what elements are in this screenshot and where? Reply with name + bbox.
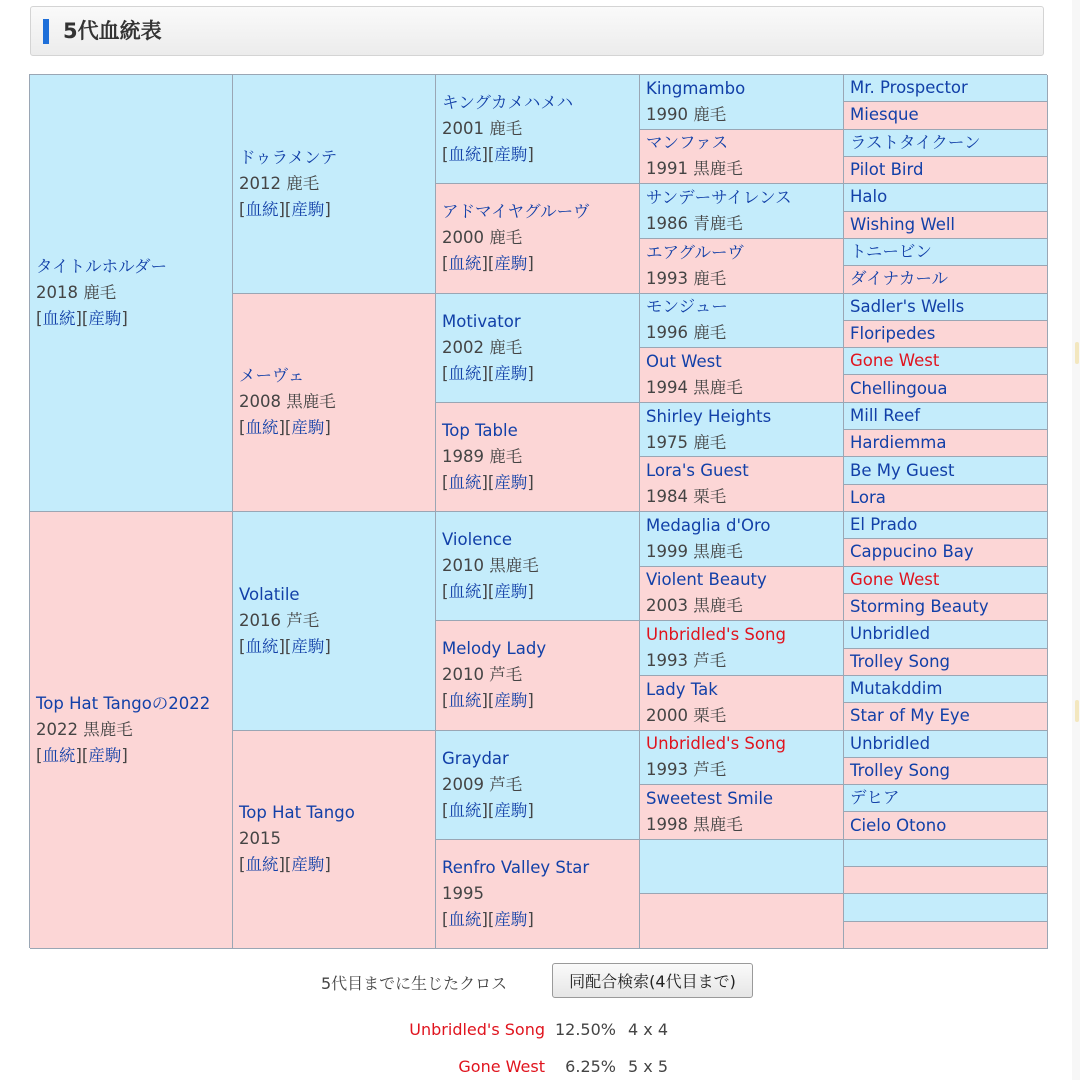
pedigree-cell-gen5	[844, 512, 1048, 539]
pedigree-link[interactable]: 血統	[448, 363, 482, 383]
horse-name-link[interactable]: ラストタイクーン	[850, 132, 981, 152]
pedigree-cell-gen1	[30, 75, 233, 512]
scrollbar-track[interactable]	[1072, 0, 1080, 1080]
pedigree-cell-gen3	[436, 184, 640, 293]
horse-links: [血統][産駒]	[442, 145, 534, 165]
pedigree-cell-gen4	[640, 348, 844, 403]
scrollbar-marker[interactable]	[1075, 700, 1079, 722]
horse-info: 1993 鹿毛	[646, 268, 727, 288]
pedigree-link[interactable]: 血統	[42, 309, 76, 328]
same-breeding-search-button[interactable]: 同配合検索(4代目まで)	[552, 963, 753, 998]
pedigree-cell-gen5	[844, 375, 1048, 402]
pedigree-cell-gen5	[844, 840, 1048, 867]
horse-name-link[interactable]: マンファス	[646, 133, 729, 153]
pedigree-link[interactable]: 血統	[448, 909, 482, 929]
pedigree-cell-gen3	[436, 621, 640, 730]
pedigree-cell-gen4	[640, 75, 844, 130]
pedigree-cell-gen4	[640, 567, 844, 622]
horse-name-link[interactable]: Unbridled's Song	[646, 625, 786, 645]
horse-name-link[interactable]: Trolley Song	[850, 760, 950, 780]
horse-info: 2002 鹿毛	[442, 337, 523, 357]
horse-links: [血統][産駒]	[442, 691, 534, 711]
pedigree-cell-gen5	[844, 457, 1048, 484]
horse-name-link[interactable]: Top Hat Tango	[239, 803, 355, 823]
horse-name-link[interactable]: Hardiemma	[850, 433, 947, 453]
pedigree-cell-gen5	[844, 539, 1048, 566]
pedigree-link[interactable]: 血統	[245, 855, 279, 875]
pedigree-cell-gen2	[233, 294, 436, 513]
pedigree-link[interactable]: 血統	[245, 636, 279, 656]
pedigree-cell-gen4	[640, 894, 844, 949]
horse-links: [血統][産駒]	[36, 309, 128, 328]
cross-horse-link[interactable]: Gone West	[458, 1057, 545, 1076]
section-header	[30, 6, 1044, 56]
horse-name-link[interactable]: Sweetest Smile	[646, 788, 774, 808]
pedigree-cell-gen5	[844, 812, 1048, 839]
horse-links: [血統][産駒]	[442, 909, 534, 929]
offspring-link[interactable]: 産駒	[494, 800, 528, 820]
horse-info: 2009 芦毛	[442, 774, 523, 794]
horse-name-link[interactable]: Star of My Eye	[850, 706, 970, 726]
horse-info: 2010 黒鹿毛	[442, 556, 539, 576]
pedigree-cell-gen5	[844, 403, 1048, 430]
pedigree-cell-gen5	[844, 266, 1048, 293]
pedigree-cell-gen3	[436, 840, 640, 949]
pedigree-link[interactable]: 血統	[448, 254, 482, 274]
horse-links: [血統][産駒]	[442, 472, 534, 492]
cross-percent: 6.25%	[565, 1057, 616, 1076]
horse-info: 2015	[239, 829, 281, 849]
offspring-link[interactable]: 産駒	[494, 145, 528, 165]
horse-name-link[interactable]: Top Hat Tangoの2022	[36, 694, 211, 713]
horse-info: 1999 黒鹿毛	[646, 541, 743, 561]
horse-name-link[interactable]: Unbridled's Song	[646, 734, 786, 754]
horse-info: 2012 鹿毛	[239, 173, 320, 193]
horse-info: 2003 黒鹿毛	[646, 596, 743, 616]
horse-name-link[interactable]: El Prado	[850, 515, 918, 535]
horse-name-link[interactable]: モンジュー	[646, 297, 728, 317]
horse-name-link[interactable]: Lora	[850, 487, 886, 507]
pedigree-cell-gen5	[844, 239, 1048, 266]
horse-info: 2001 鹿毛	[442, 119, 523, 139]
horse-name-link[interactable]: Shirley Heights	[646, 406, 772, 426]
pedigree-cell-gen3	[436, 512, 640, 621]
pedigree-cell-gen5	[844, 649, 1048, 676]
horse-name-link[interactable]: Violent Beauty	[646, 570, 767, 590]
pedigree-cell-gen4	[640, 130, 844, 185]
pedigree-cell-gen5	[844, 731, 1048, 758]
horse-name-link[interactable]: Mr. Prospector	[850, 78, 968, 98]
horse-info: 1994 黒鹿毛	[646, 377, 743, 397]
horse-name-link[interactable]: Graydar	[442, 748, 509, 768]
pedigree-cell-gen1	[30, 512, 233, 949]
pedigree-cell-gen5	[844, 758, 1048, 785]
horse-name-link[interactable]: Sadler's Wells	[850, 296, 965, 316]
header-accent-bar	[43, 19, 49, 44]
pedigree-cell-gen5	[844, 184, 1048, 211]
horse-name-link[interactable]: エアグルーヴ	[646, 242, 745, 262]
pedigree-cell-gen5	[844, 621, 1048, 648]
pedigree-cell-gen4	[640, 621, 844, 676]
horse-links: [血統][産駒]	[36, 746, 128, 765]
offspring-link[interactable]: 産駒	[88, 309, 122, 328]
offspring-link[interactable]: 産駒	[494, 691, 528, 711]
horse-name-link[interactable]: ダイナカール	[850, 269, 949, 289]
offspring-link[interactable]: 産駒	[291, 855, 325, 875]
pedigree-cell-gen5	[844, 102, 1048, 129]
horse-info: 1993 芦毛	[646, 760, 727, 780]
horse-name-link[interactable]: サンデーサイレンス	[646, 188, 792, 208]
pedigree-cell-gen4	[640, 239, 844, 294]
horse-name-link[interactable]: Lora's Guest	[646, 461, 749, 481]
horse-links: [血統][産駒]	[239, 636, 331, 656]
horse-name-link[interactable]: デヒア	[850, 788, 900, 808]
pedigree-cell-gen2	[233, 731, 436, 950]
pedigree-cell-gen5	[844, 785, 1048, 812]
pedigree-cell-gen3	[436, 731, 640, 840]
horse-name-link[interactable]: Trolley Song	[850, 651, 950, 671]
horse-name-link[interactable]: タイトルホルダー	[36, 257, 168, 276]
pedigree-link[interactable]: 血統	[448, 472, 482, 492]
pedigree-cell-gen3	[436, 403, 640, 512]
pedigree-cell-gen5	[844, 922, 1048, 949]
horse-name-link[interactable]: Out West	[646, 351, 722, 371]
offspring-link[interactable]: 産駒	[494, 472, 528, 492]
horse-name-link[interactable]: Top Table	[442, 420, 518, 440]
pedigree-cell-gen5	[844, 212, 1048, 239]
horse-name-link[interactable]: Lady Tak	[646, 679, 718, 699]
horse-name-link[interactable]: Unbridled	[850, 624, 931, 644]
horse-name-link[interactable]: Be My Guest	[850, 460, 955, 480]
horse-name-link[interactable]: Gone West	[850, 569, 940, 589]
horse-links: [血統][産駒]	[442, 254, 534, 274]
horse-info: 2022 黒鹿毛	[36, 720, 133, 739]
horse-info: 2008 黒鹿毛	[239, 392, 336, 412]
pedigree-cell-gen5	[844, 130, 1048, 157]
horse-name-link[interactable]: Melody Lady	[442, 639, 547, 659]
horse-name-link[interactable]: アドマイヤグルーヴ	[442, 202, 590, 222]
pedigree-cell-gen3	[436, 294, 640, 403]
horse-name-link[interactable]: Storming Beauty	[850, 597, 989, 617]
pedigree-cell-gen5	[844, 157, 1048, 184]
pedigree-cell-gen5	[844, 75, 1048, 102]
horse-name-link[interactable]: Pilot Bird	[850, 160, 924, 180]
pedigree-link[interactable]: 血統	[448, 800, 482, 820]
offspring-link[interactable]: 産駒	[88, 746, 122, 765]
horse-info: 1986 青鹿毛	[646, 214, 743, 234]
horse-name-link[interactable]: Kingmambo	[646, 78, 746, 98]
horse-info: 1989 鹿毛	[442, 446, 523, 466]
horse-info: 1984 栗毛	[646, 487, 727, 507]
cross-generation: 4 x 4	[628, 1020, 668, 1039]
horse-info: 2000 鹿毛	[442, 228, 523, 248]
horse-links: [血統][産駒]	[442, 800, 534, 820]
cross-percent: 12.50%	[554, 1020, 616, 1039]
pedigree-cell-gen5	[844, 676, 1048, 703]
horse-name-link[interactable]: Halo	[850, 187, 888, 207]
pedigree-link[interactable]: 血統	[448, 145, 482, 165]
pedigree-link[interactable]: 血統	[448, 582, 482, 602]
horse-info: 1998 黒鹿毛	[646, 814, 743, 834]
horse-name-link[interactable]: Renfro Valley Star	[442, 857, 590, 877]
scrollbar-marker[interactable]	[1075, 342, 1079, 364]
offspring-link[interactable]: 産駒	[291, 199, 325, 219]
pedigree-cell-gen2	[233, 512, 436, 731]
pedigree-cell-gen5	[844, 703, 1048, 730]
pedigree-cell-gen5	[844, 567, 1048, 594]
offspring-link[interactable]: 産駒	[494, 363, 528, 383]
pedigree-cell-gen5	[844, 294, 1048, 321]
horse-name-link[interactable]: Gone West	[850, 351, 940, 371]
offspring-link[interactable]: 産駒	[494, 909, 528, 929]
pedigree-link[interactable]: 血統	[245, 418, 279, 438]
pedigree-cell-gen2	[233, 75, 436, 294]
horse-name-link[interactable]: Chellingoua	[850, 378, 948, 398]
horse-links: [血統][産駒]	[239, 418, 331, 438]
pedigree-cell-gen5	[844, 430, 1048, 457]
horse-name-link[interactable]: Wishing Well	[850, 214, 956, 234]
horse-name-link[interactable]: ドゥラメンテ	[239, 147, 338, 167]
pedigree-cell-gen4	[640, 184, 844, 239]
horse-name-link[interactable]: メーヴェ	[239, 366, 305, 386]
pedigree-cell-gen4	[640, 294, 844, 349]
horse-name-link[interactable]: Cielo Otono	[850, 815, 947, 835]
horse-links: [血統][産駒]	[442, 363, 534, 383]
pedigree-cell-gen4	[640, 512, 844, 567]
horse-name-link[interactable]: トニービン	[850, 242, 932, 262]
horse-name-link[interactable]: Mill Reef	[850, 405, 921, 425]
horse-name-link[interactable]: Medaglia d'Oro	[646, 515, 771, 535]
offspring-link[interactable]: 産駒	[291, 418, 325, 438]
horse-name-link[interactable]: Floripedes	[850, 323, 936, 343]
horse-info: 2010 芦毛	[442, 665, 523, 685]
offspring-link[interactable]: 産駒	[494, 254, 528, 274]
pedigree-cell-gen4	[640, 785, 844, 840]
cross-section-label: 5代目までに生じたクロス	[321, 974, 508, 993]
offspring-link[interactable]: 産駒	[291, 636, 325, 656]
horse-name-link[interactable]: キングカメハメハ	[442, 93, 574, 113]
pedigree-cell-gen4	[640, 457, 844, 512]
pedigree-cell-gen5	[844, 594, 1048, 621]
horse-name-link[interactable]: Volatile	[239, 584, 300, 604]
pedigree-link[interactable]: 血統	[42, 746, 76, 765]
horse-name-link[interactable]: Motivator	[442, 311, 521, 331]
horse-info: 1993 芦毛	[646, 651, 727, 671]
horse-info: 1996 鹿毛	[646, 323, 727, 343]
horse-name-link[interactable]: Mutakddim	[850, 679, 943, 699]
horse-name-link[interactable]: Miesque	[850, 105, 919, 125]
pedigree-table	[29, 74, 1047, 948]
pedigree-cell-gen5	[844, 485, 1048, 512]
horse-info: 1975 鹿毛	[646, 432, 727, 452]
horse-links: [血統][産駒]	[442, 582, 534, 602]
horse-info: 2016 芦毛	[239, 610, 320, 630]
offspring-link[interactable]: 産駒	[494, 582, 528, 602]
pedigree-link[interactable]: 血統	[245, 199, 279, 219]
horse-info: 1991 黒鹿毛	[646, 159, 743, 179]
horse-name-link[interactable]: Cappucino Bay	[850, 542, 974, 562]
pedigree-cell-gen4	[640, 676, 844, 731]
pedigree-cell-gen5	[844, 894, 1048, 921]
pedigree-cell-gen4	[640, 840, 844, 895]
horse-name-link[interactable]: Unbridled	[850, 733, 931, 753]
pedigree-cell-gen5	[844, 321, 1048, 348]
pedigree-cell-gen3	[436, 75, 640, 184]
horse-info: 1995	[442, 883, 484, 903]
pedigree-cell-gen4	[640, 403, 844, 458]
cross-horse-link[interactable]: Unbridled's Song	[409, 1020, 545, 1039]
pedigree-cell-gen5	[844, 348, 1048, 375]
horse-links: [血統][産駒]	[239, 855, 331, 875]
pedigree-cell-gen4	[640, 731, 844, 786]
horse-name-link[interactable]: Violence	[442, 530, 513, 550]
horse-info: 1990 鹿毛	[646, 104, 727, 124]
cross-generation: 5 x 5	[628, 1057, 668, 1076]
pedigree-cell-gen5	[844, 867, 1048, 894]
horse-info: 2018 鹿毛	[36, 283, 117, 302]
section-title: 5代血統表	[63, 19, 162, 43]
pedigree-link[interactable]: 血統	[448, 691, 482, 711]
horse-links: [血統][産駒]	[239, 199, 331, 219]
horse-info: 2000 栗毛	[646, 705, 727, 725]
